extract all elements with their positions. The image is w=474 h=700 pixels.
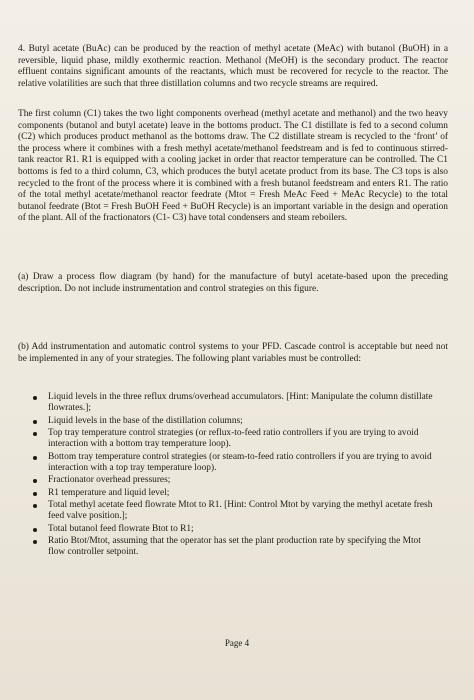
part-a: (a) Draw a process flow diagram (by hand) for the manufacture of butyl acetate-based upon the preceding description. Do not include instrumentation and control strategies on this figure. [18,272,448,294]
list-item: Liquid levels in the three reflux drums/overhead accumulators. [Hint: Manipulate the column distillate flowrates.]; [30,392,440,414]
part-b: (b) Add instrumentation and automatic control systems to your PFD. Cascade control is acceptable but need not be implemented in any of your strategies. The following plant variables must be controlled: [18,342,448,364]
list-item: Top tray temperature control strategies (or reflux-to-feed ratio controllers if you are trying to avoid interaction with a bottom tray temperature loop). [30,428,440,450]
list-item: Fractionator overhead pressures; [30,475,440,486]
list-item: Ratio Btot/Mtot, assuming that the operator has set the plant production rate by specifying the Mtot flow controller setpoint. [30,536,440,558]
question-4-intro: 4. Butyl acetate (BuAc) can be produced by the reaction of methyl acetate (MeAc) with butanol (BuOH) in a reversible, liquid phase, mildly exothermic reaction. Methanol (MeOH) is the secondary product. The reactor effluent contains significant amounts of the reactants, which must be recovered for recycle to the reactor. The relative volatilities are such that three distillation columns and two recycle streams are required. [18,44,448,89]
list-item: Total methyl acetate feed flowrate Mtot to R1. [Hint: Control Mtot by varying the methyl acetate fresh feed valve position.]; [30,500,440,522]
controlled-variables-list [30,392,440,560]
list-item: R1 temperature and liquid level; [30,488,440,499]
process-description: The first column (C1) takes the two light components overhead (methyl acetate and methanol) and the two heavy components (butanol and butyl acetate) leave in the bottoms product. The C1 distillate is fed to a second column (C2) which produces product methanol as the bottoms draw. The C2 distillate stream is recycled to the ‘front’ of the process where it combines with a fresh methyl acetate/methanol feedstream and is fed to continuous stirred-tank reactor R1. R1 is equipped with a cooling jacket in order that reactor temperature can be controlled. The C1 bottoms is fed to a third column, C3, which produces the butyl acetate product from its base. The C3 tops is also recycled to the front of the process where it is combined with a fresh butanol feedstream and enters R1. The ratio of the total methyl acetate/methanol reactor feedrate (Mtot = Fresh MeAc Feed + MeAc Recycle) to the total butanol feedrate (Btot = Fresh BuOH Feed + BuOH Recycle) is an important variable in the design and operation of the plant. All of the fractionators (C1- C3) have total condensers and steam reboilers. [18,109,448,224]
page-number: Page 4 [224,638,250,648]
list-item: Bottom tray temperature control strategies (or steam-to-feed ratio controllers if you are trying to avoid interaction with a top tray temperature loop). [30,452,440,474]
list-item: Total butanol feed flowrate Btot to R1; [30,524,440,535]
list-item: Liquid levels in the base of the distillation columns; [30,416,440,427]
